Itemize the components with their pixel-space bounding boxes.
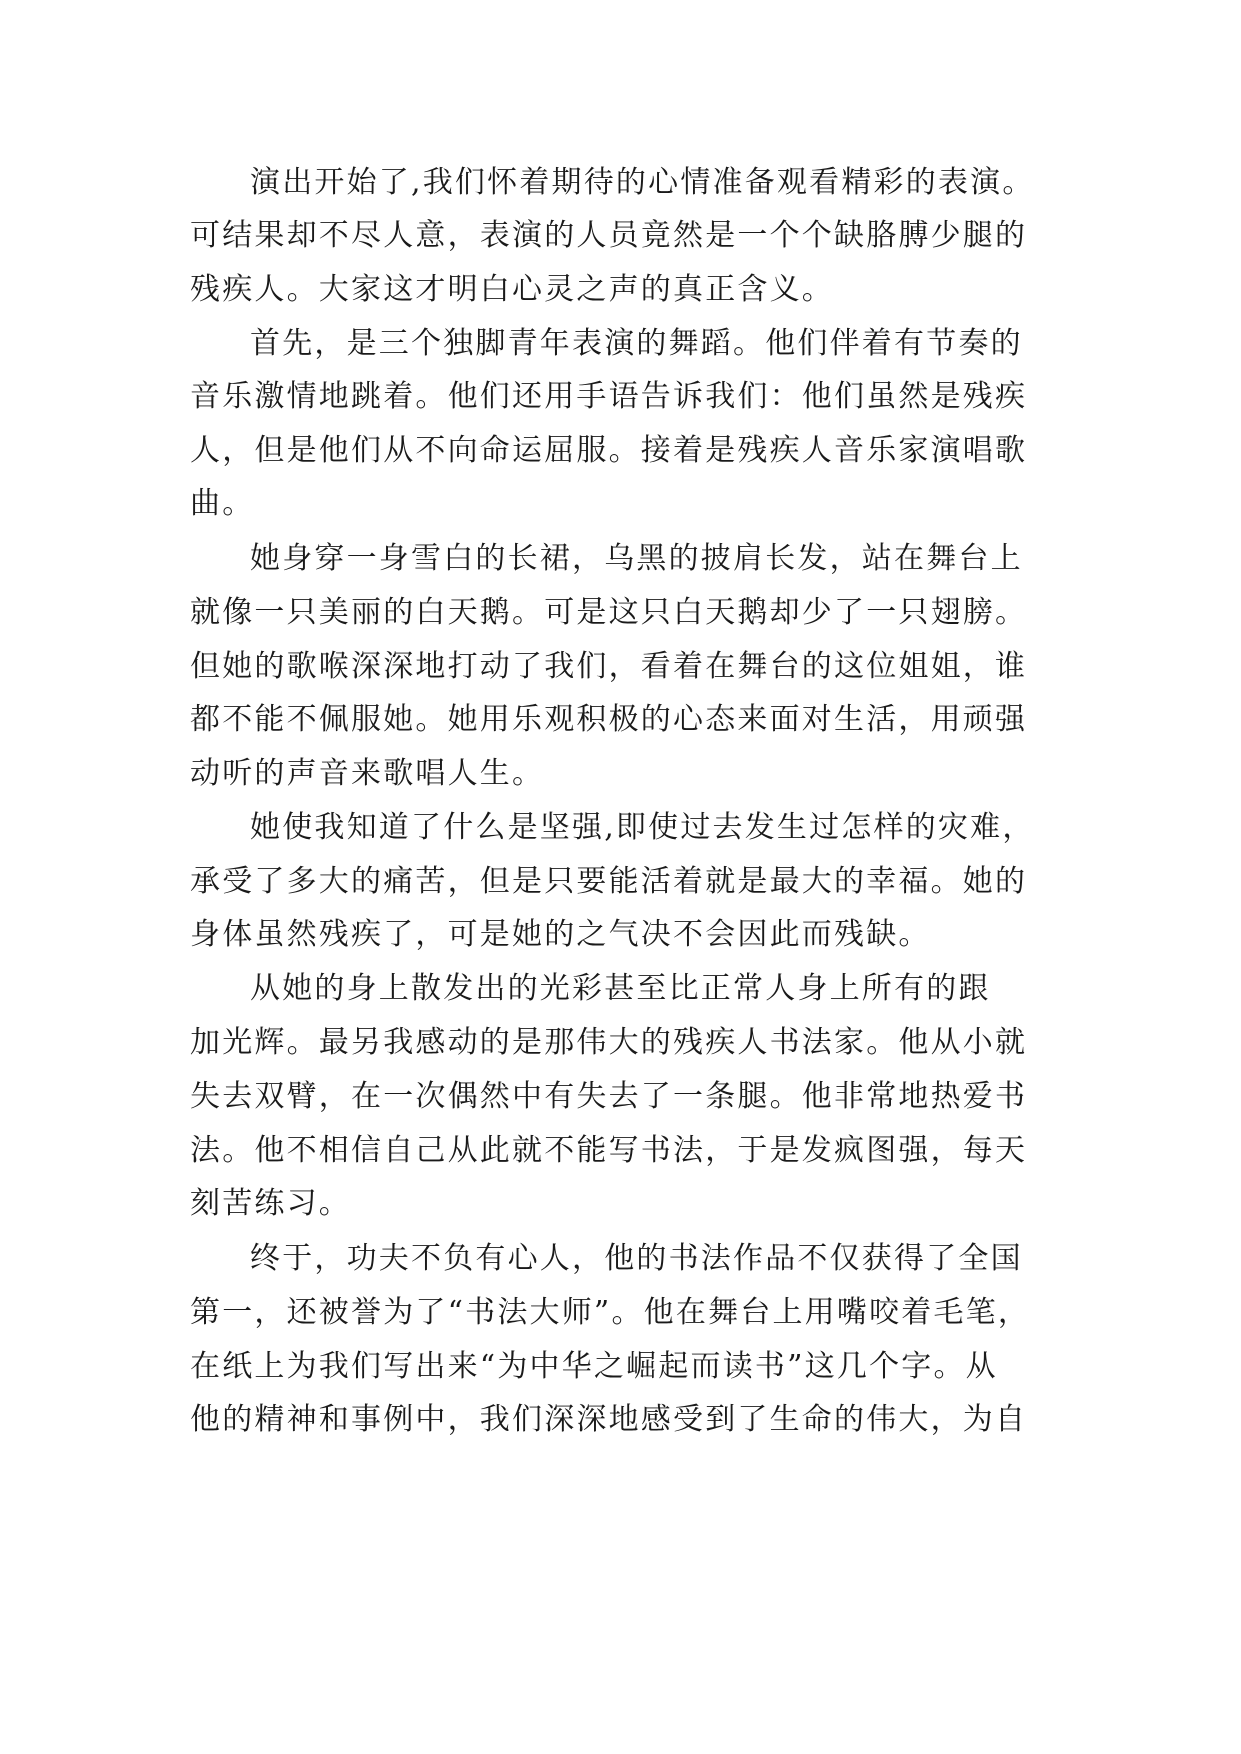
text-line: 承受了多大的痛苦，但是只要能活着就是最大的幸福。她的	[190, 864, 1028, 899]
text-line: 第一，还被誉为了“书法大师”。他在舞台上用嘴咬着毛笔，	[190, 1295, 1031, 1330]
text-line: 首先，是三个独脚青年表演的舞蹈。他们伴着有节奏的	[250, 326, 1023, 361]
text-line: 都不能不佩服她。她用乐观积极的心态来面对生活，用顽强	[190, 702, 1028, 737]
text-line: 残疾人。大家这才明白心灵之声的真正含义。	[190, 272, 834, 307]
text-line: 动听的声音来歌唱人生。	[190, 756, 545, 791]
text-line: 她使我知道了什么是坚强,即使过去发生过怎样的灾难，	[250, 810, 1035, 845]
text-line: 曲。	[190, 486, 255, 521]
text-line: 加光辉。最另我感动的是那伟大的残疾人书法家。他从小就	[190, 1025, 1028, 1060]
text-line: 他的精神和事例中，我们深深地感受到了生命的伟大，为自	[190, 1402, 1028, 1437]
text-line: 失去双臂，在一次偶然中有失去了一条腿。他非常地热爱书	[190, 1079, 1028, 1114]
text-line: 法。他不相信自己从此就不能写书法，于是发疯图强，每天	[190, 1133, 1028, 1168]
text-line: 刻苦练习。	[190, 1186, 351, 1221]
text-line: 演出开始了,我们怀着期待的心情准备观看精彩的表演。	[250, 165, 1035, 200]
text-line: 就像一只美丽的白天鹅。可是这只白天鹅却少了一只翅膀。	[190, 595, 1028, 630]
text-line: 从她的身上散发出的光彩甚至比正常人身上所有的跟	[250, 971, 991, 1006]
text-line: 身体虽然残疾了，可是她的之气决不会因此而残缺。	[190, 917, 931, 952]
text-line: 她身穿一身雪白的长裙，乌黑的披肩长发，站在舞台上	[250, 541, 1023, 576]
text-line: 音乐激情地跳着。他们还用手语告诉我们：他们虽然是残疾	[190, 379, 1028, 414]
text-line: 但她的歌喉深深地打动了我们，看着在舞台的这位姐姐，谁	[190, 649, 1028, 684]
text-line: 可结果却不尽人意，表演的人员竟然是一个个缺胳膊少腿的	[190, 218, 1028, 253]
text-line: 终于，功夫不负有心人，他的书法作品不仅获得了全国	[250, 1241, 1023, 1276]
text-line: 人，但是他们从不向命运屈服。接着是残疾人音乐家演唱歌	[190, 433, 1028, 468]
text-line: 在纸上为我们写出来“为中华之崛起而读书”这几个字。从	[190, 1349, 998, 1384]
